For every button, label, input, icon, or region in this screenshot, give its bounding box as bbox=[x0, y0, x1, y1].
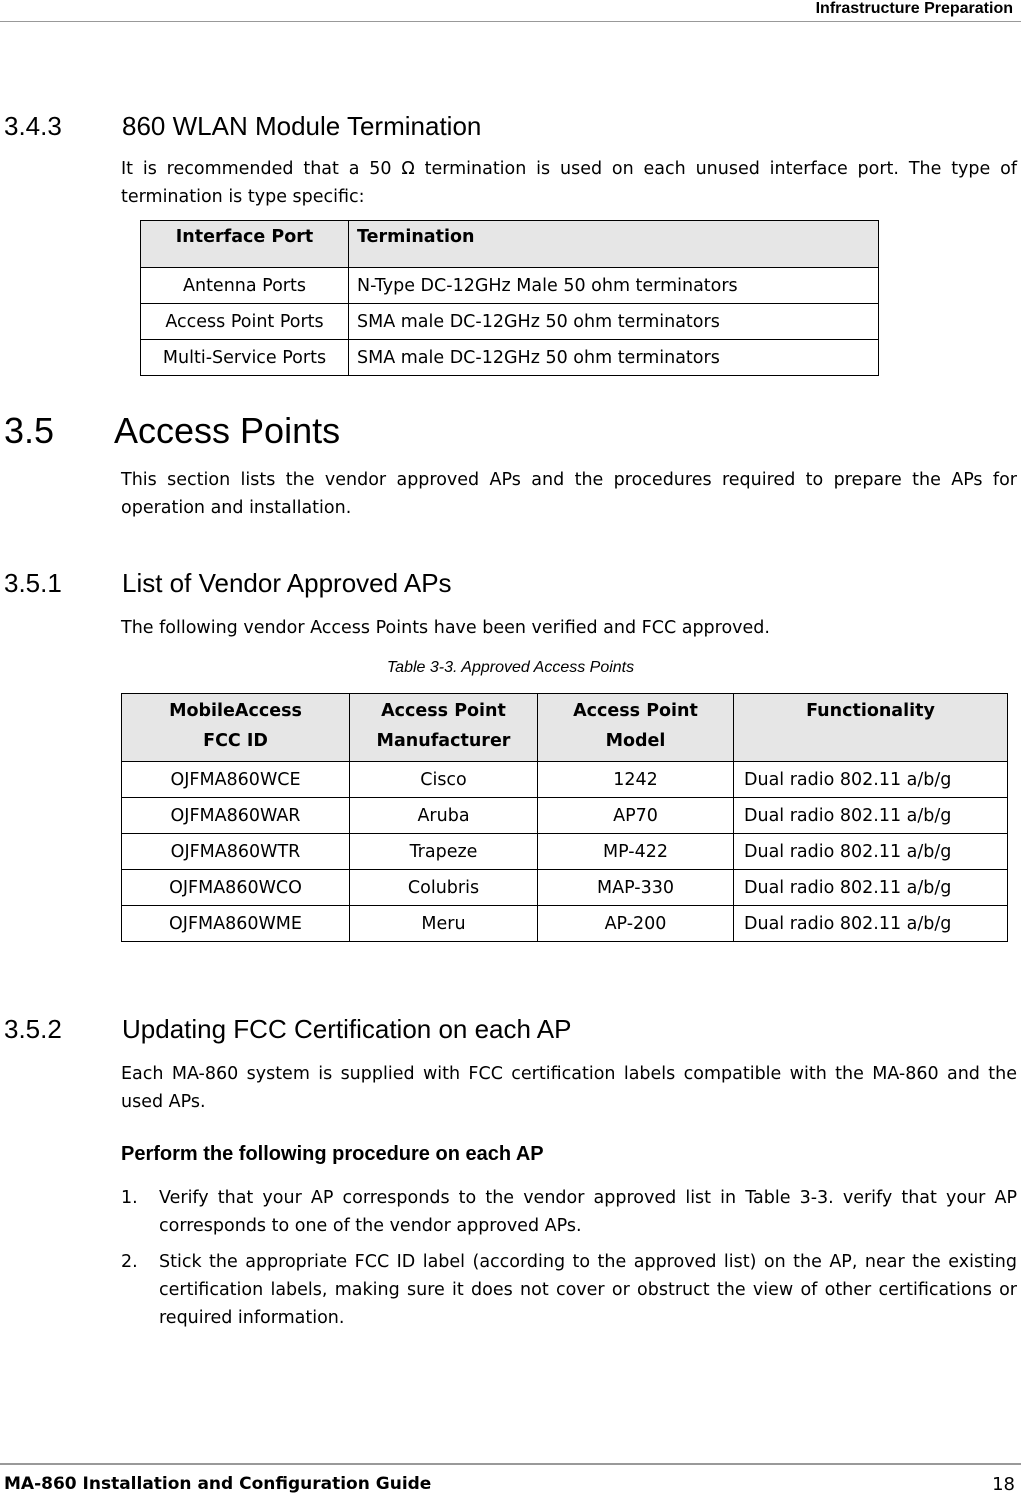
list-item bbox=[121, 1248, 1017, 1332]
table-cell: Dual radio 802.11 a/b/g bbox=[734, 762, 1008, 798]
section-3-5-2-heading bbox=[4, 1014, 571, 1045]
table-header-row bbox=[141, 221, 879, 268]
table-cell: OJFMA860WCO bbox=[122, 870, 350, 906]
table-cell: Aruba bbox=[350, 798, 538, 834]
section-title: 860 WLAN Module Termination bbox=[122, 111, 482, 141]
table-row bbox=[141, 340, 879, 376]
table-cell: Dual radio 802.11 a/b/g bbox=[734, 906, 1008, 942]
table-cell: MP-422 bbox=[538, 834, 734, 870]
footer-doc-title: MA-860 Installation and Configuration Guide bbox=[4, 1474, 432, 1494]
vendor-list-intro: The following vendor Access Points have been verified and FCC approved. bbox=[121, 618, 770, 638]
section-title: Access Points bbox=[114, 410, 341, 451]
section-3-5-heading bbox=[4, 410, 340, 452]
termination-intro: It is recommended that a 50 Ω termination is used on each unused interface port. The type of termination is type specific: bbox=[121, 159, 1017, 207]
table-cell: AP70 bbox=[538, 798, 734, 834]
table-cell: MAP-330 bbox=[538, 870, 734, 906]
table-cell: Access Point Ports bbox=[141, 304, 349, 340]
procedure-title: Perform the following procedure on each AP bbox=[121, 1143, 544, 1165]
running-header: Infrastructure Preparation bbox=[815, 0, 1013, 17]
header-rule bbox=[0, 21, 1021, 22]
step-text: Stick the appropriate FCC ID label (according to the approved list) on the AP, near the existing certification labels, making sure it does not cover or obstruct the view of other certifications or required information. bbox=[159, 1252, 1017, 1328]
table-cell: SMA male DC-12GHz 50 ohm terminators bbox=[349, 340, 879, 376]
table-cell: SMA male DC-12GHz 50 ohm terminators bbox=[349, 304, 879, 340]
col-header-functionality: Functionality bbox=[734, 694, 1008, 762]
table-cell: N-Type DC-12GHz Male 50 ohm terminators bbox=[349, 268, 879, 304]
section-3-4-3-heading bbox=[4, 111, 481, 142]
table-cell: 1242 bbox=[538, 762, 734, 798]
table-row bbox=[141, 304, 879, 340]
table-cell: Cisco bbox=[350, 762, 538, 798]
table-cell: AP-200 bbox=[538, 906, 734, 942]
col-header-fcc-id: MobileAccess FCC ID bbox=[122, 694, 350, 762]
table-cell: OJFMA860WCE bbox=[122, 762, 350, 798]
section-number: 3.5 bbox=[4, 410, 55, 451]
section-number: 3.5.1 bbox=[4, 568, 62, 598]
table-cell: Dual radio 802.11 a/b/g bbox=[734, 834, 1008, 870]
table-row bbox=[141, 268, 879, 304]
col-header-model: Access Point Model bbox=[538, 694, 734, 762]
fcc-update-intro: Each MA-860 system is supplied with FCC certification labels compatible with the MA-860 and the used APs. bbox=[121, 1064, 1017, 1112]
access-points-intro: This section lists the vendor approved APs and the procedures required to prepare the APs for operation and installation. bbox=[121, 470, 1017, 518]
table-caption: Table 3-3. Approved Access Points bbox=[386, 659, 635, 676]
step-number: 1. bbox=[121, 1188, 138, 1208]
table-cell: Antenna Ports bbox=[141, 268, 349, 304]
table-cell: Dual radio 802.11 a/b/g bbox=[734, 870, 1008, 906]
table-cell: Multi-Service Ports bbox=[141, 340, 349, 376]
col-header-manufacturer: Access Point Manufacturer bbox=[350, 694, 538, 762]
list-item bbox=[121, 1184, 1017, 1240]
approved-access-points-table bbox=[121, 693, 1008, 942]
table-row bbox=[122, 906, 1008, 942]
section-3-5-1-heading bbox=[4, 568, 452, 599]
table-row bbox=[122, 798, 1008, 834]
page-number: 18 bbox=[992, 1474, 1015, 1495]
table-cell: OJFMA860WTR bbox=[122, 834, 350, 870]
table-cell: OJFMA860WME bbox=[122, 906, 350, 942]
section-number: 3.5.2 bbox=[4, 1014, 62, 1044]
table-row bbox=[122, 834, 1008, 870]
col-header-termination: Termination bbox=[349, 221, 879, 268]
procedure-steps bbox=[121, 1184, 1017, 1340]
table-cell: Dual radio 802.11 a/b/g bbox=[734, 798, 1008, 834]
table-cell: Colubris bbox=[350, 870, 538, 906]
table-cell: Trapeze bbox=[350, 834, 538, 870]
step-text: Verify that your AP corresponds to the vendor approved list in Table 3-3. verify that your AP corresponds to one of the vendor approved APs. bbox=[159, 1188, 1017, 1236]
termination-table bbox=[140, 220, 879, 376]
table-row bbox=[122, 762, 1008, 798]
section-title: List of Vendor Approved APs bbox=[122, 568, 452, 598]
table-cell: OJFMA860WAR bbox=[122, 798, 350, 834]
section-number: 3.4.3 bbox=[4, 111, 62, 141]
step-number: 2. bbox=[121, 1252, 138, 1272]
section-title: Updating FCC Certification on each AP bbox=[122, 1014, 572, 1044]
table-row bbox=[122, 870, 1008, 906]
footer-rule bbox=[0, 1463, 1021, 1465]
table-cell: Meru bbox=[350, 906, 538, 942]
col-header-interface-port: Interface Port bbox=[141, 221, 349, 268]
table-header-row bbox=[122, 694, 1008, 762]
